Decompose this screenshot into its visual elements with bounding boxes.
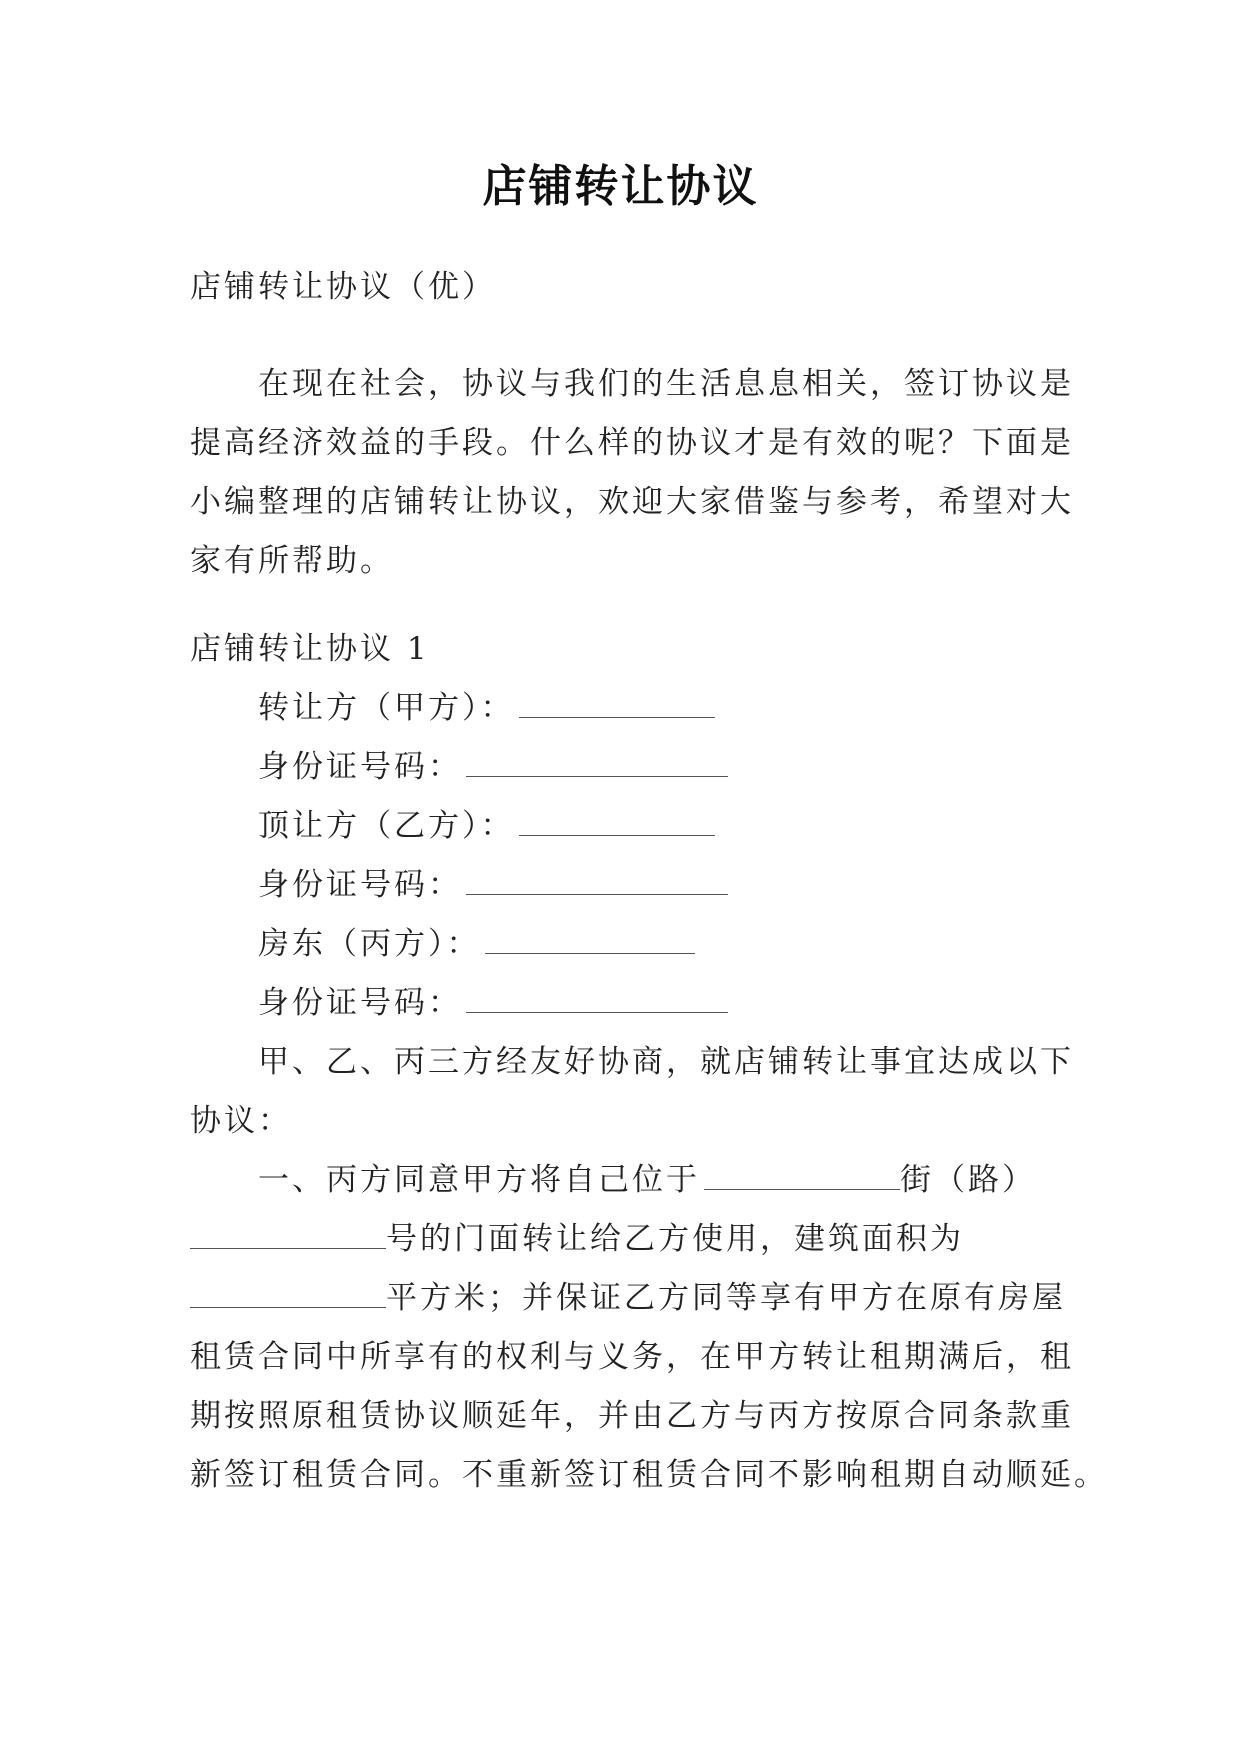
transferor-field xyxy=(190,679,1060,738)
transferor-id-label: 身份证号码： xyxy=(258,749,462,785)
clause1-part2: 街（路） xyxy=(900,1162,1036,1198)
clause1-part1: 一、丙方同意甲方将自己位于 xyxy=(258,1162,700,1198)
clause1-line xyxy=(190,1269,1066,1328)
transferor-id-blank xyxy=(466,750,728,777)
agreement-line: 协议： xyxy=(190,1103,292,1139)
transferee-id-field xyxy=(190,856,1060,915)
clause1-part3: 号的门面转让给乙方使用，建筑面积为 xyxy=(386,1221,964,1257)
number-blank xyxy=(190,1222,386,1249)
document-subtitle xyxy=(190,258,1060,317)
street-blank xyxy=(704,1163,900,1190)
area-blank xyxy=(190,1281,386,1308)
clause1-line xyxy=(190,1151,1060,1210)
transferor-blank xyxy=(519,691,715,718)
clause1-part4: 平方米；并保证乙方同等享有甲方在原有房屋 xyxy=(386,1280,1066,1316)
transferee-blank xyxy=(519,809,715,836)
subtitle-text: 店铺转让协议（优） xyxy=(190,269,496,305)
intro-line: 提高经济效益的手段。什么样的协议才是有效的呢？下面是 xyxy=(190,425,1074,461)
section-title: 店铺转让协议 1 xyxy=(190,631,430,667)
intro-line: 小编整理的店铺转让协议，欢迎大家借鉴与参考，希望对大 xyxy=(190,484,1074,520)
section-1 xyxy=(190,620,1108,1505)
transferee-id-blank xyxy=(466,868,728,895)
transferor-id-field xyxy=(190,738,1060,797)
transferee-label: 顶让方（乙方）： xyxy=(258,808,515,844)
agreement-line: 甲、乙、丙三方经友好协商，就店铺转让事宜达成以下 xyxy=(258,1044,1074,1080)
clause1-line xyxy=(190,1210,1060,1269)
transferor-label: 转让方（甲方）： xyxy=(258,690,515,726)
landlord-id-label: 身份证号码： xyxy=(258,985,462,1021)
landlord-label: 房东（丙方）： xyxy=(258,926,481,962)
intro-line: 家有所帮助。 xyxy=(190,543,394,579)
landlord-blank xyxy=(485,927,695,954)
transferee-id-label: 身份证号码： xyxy=(258,867,462,903)
document-title: 店铺转让协议 xyxy=(482,161,759,212)
intro-paragraph xyxy=(190,355,1074,591)
landlord-field xyxy=(190,915,1060,974)
clause1-line: 新签订租赁合同。不重新签订租赁合同不影响租期自动顺延。 xyxy=(190,1457,1108,1493)
clause1-line: 租赁合同中所享有的权利与义务，在甲方转让租期满后，租 xyxy=(190,1339,1074,1375)
clause1-line: 期按照原租赁协议顺延年，并由乙方与丙方按原合同条款重 xyxy=(190,1398,1074,1434)
transferee-field xyxy=(190,797,1060,856)
intro-line: 在现在社会，协议与我们的生活息息相关，签订协议是 xyxy=(258,366,1074,402)
landlord-id-blank xyxy=(466,986,728,1013)
landlord-id-field xyxy=(190,974,1060,1033)
